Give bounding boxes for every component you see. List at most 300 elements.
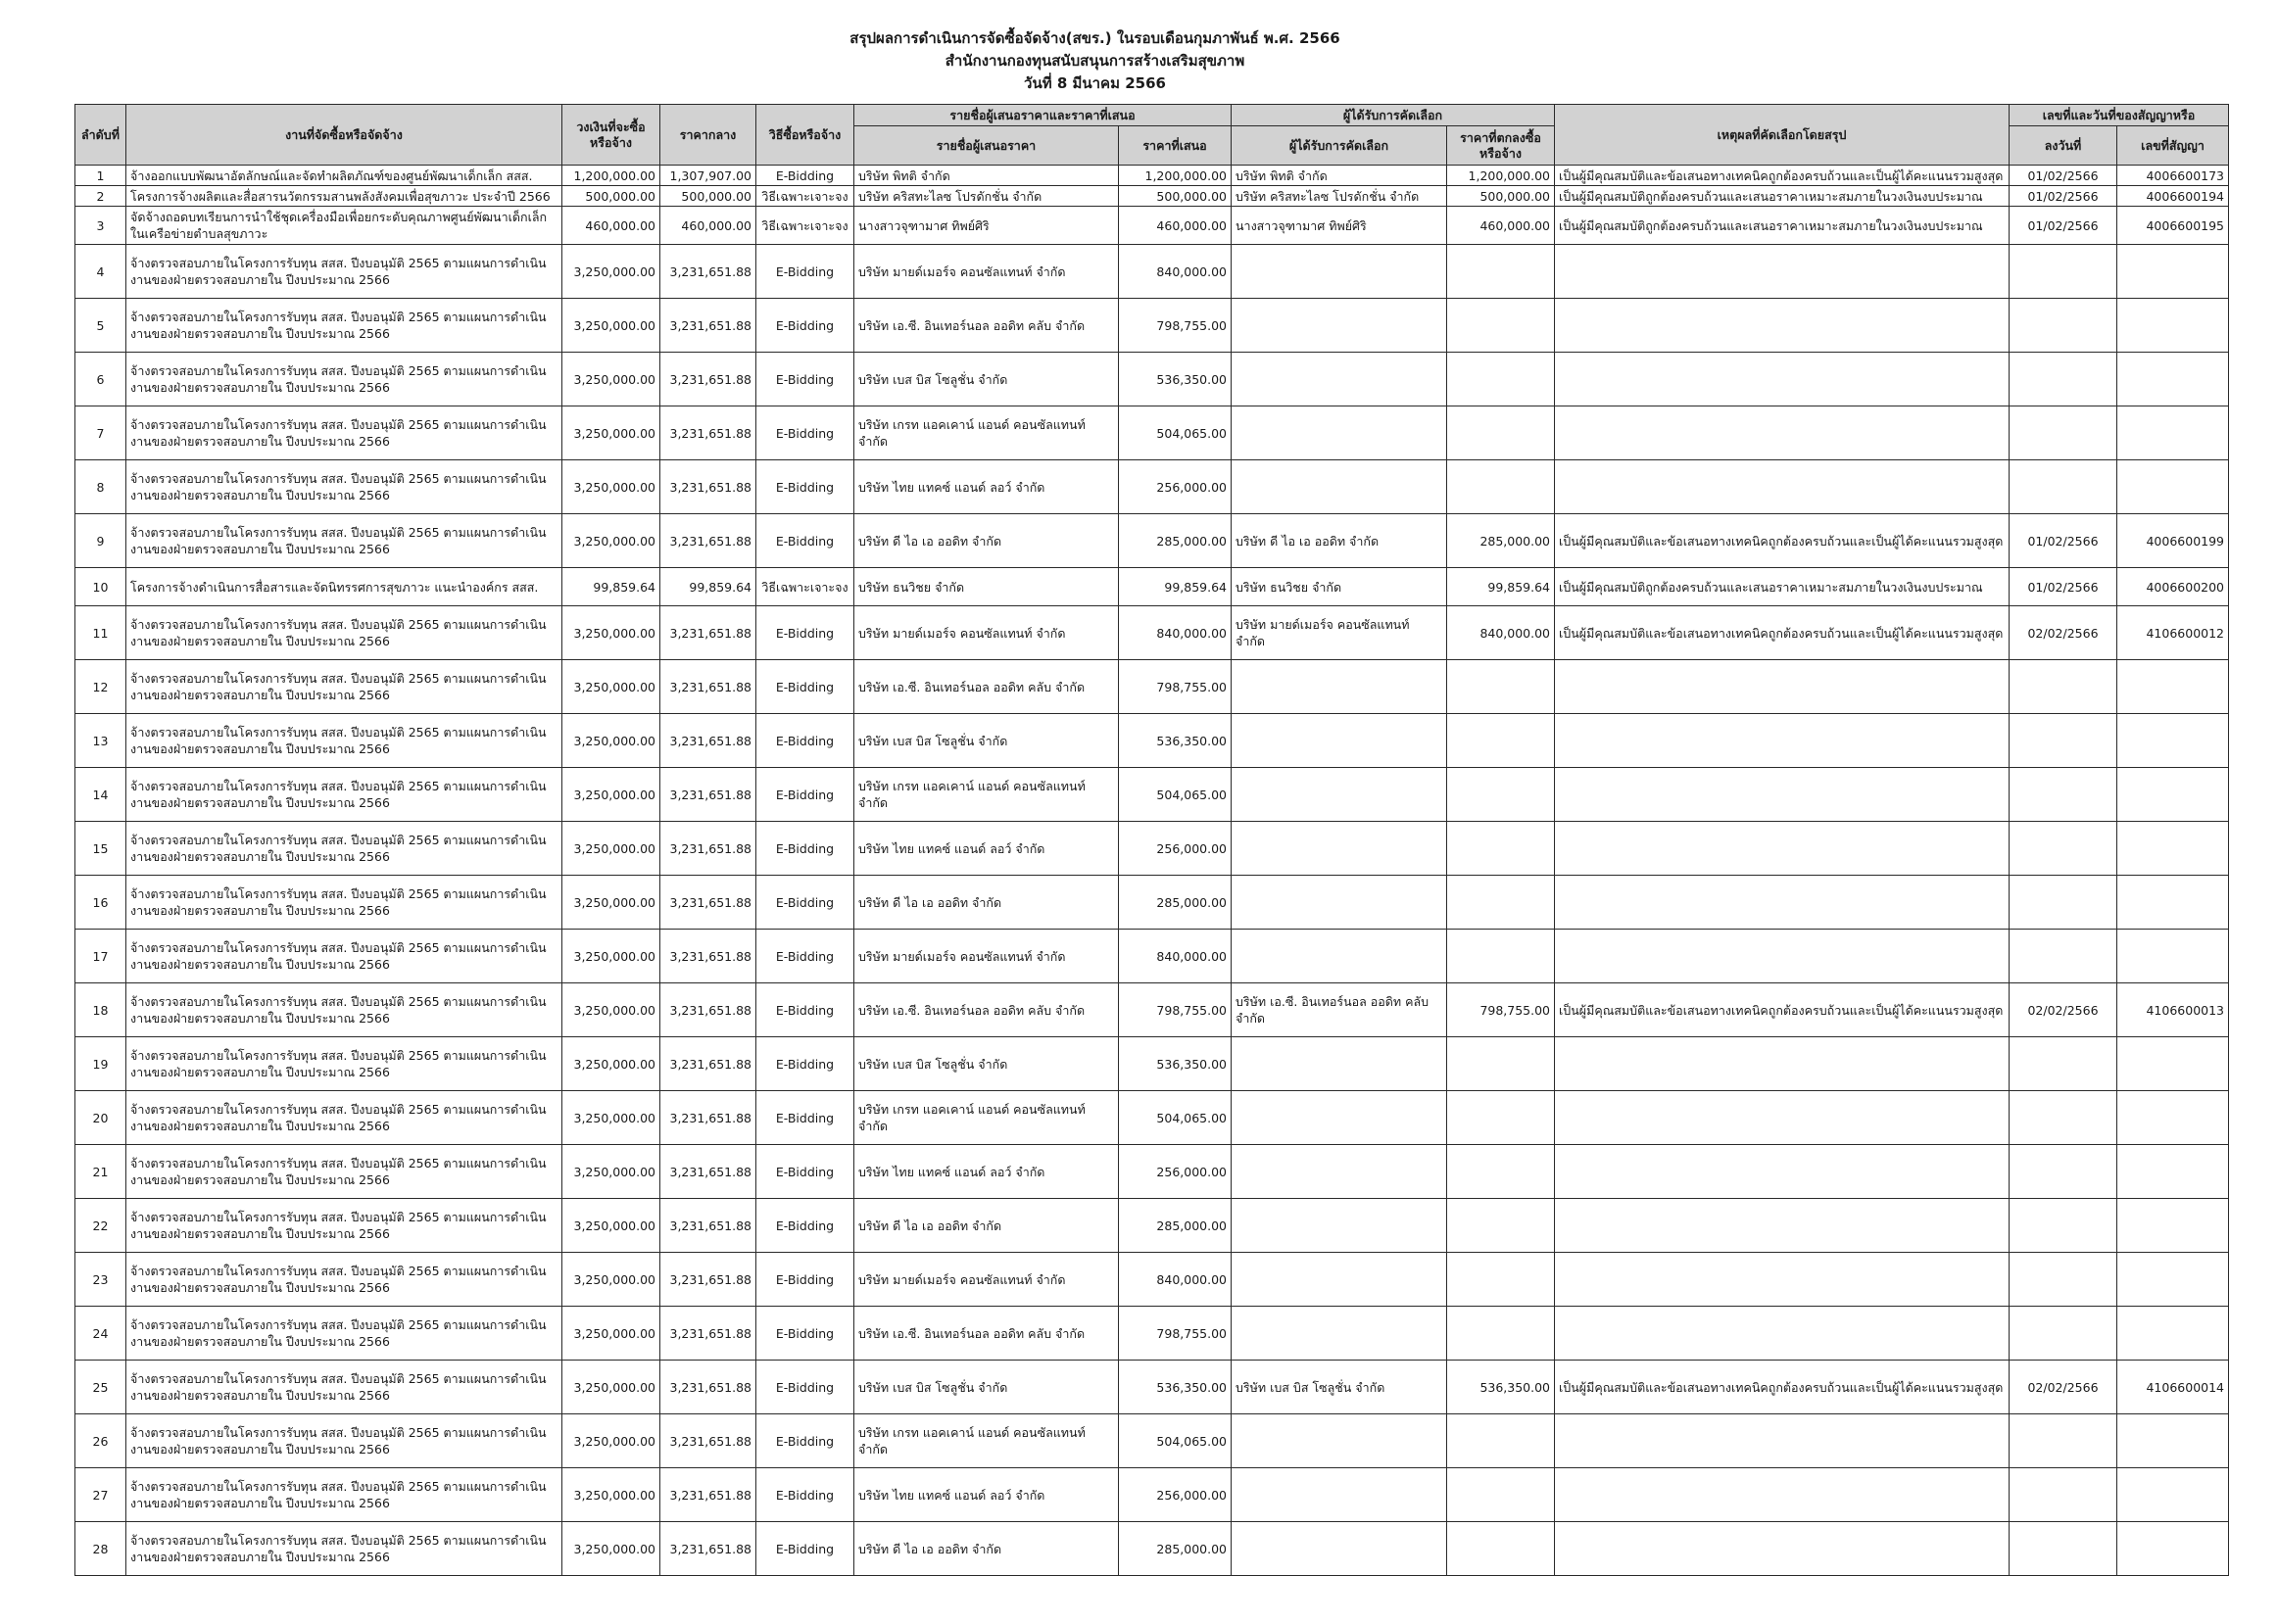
row-reason: [1555, 876, 2010, 930]
row-selected-name: บริษัท เอ.ซี. อินเทอร์นอล ออดิท คลับ จำกัด: [1232, 983, 1447, 1037]
row-bid-price: 460,000.00: [1119, 207, 1232, 245]
row-bid-price: 840,000.00: [1119, 930, 1232, 983]
row-bidder-name: บริษัท ดี ไอ เอ ออดิท จำกัด: [854, 514, 1119, 568]
row-method: E-Bidding: [756, 1522, 854, 1576]
row-work: จ้างตรวจสอบภายในโครงการรับทุน สสส. ปีงบอนุมัติ 2565 ตามแผนการดำเนินงานของฝ่ายตรวจสอบภายใน ปีงบประมาณ 2566: [126, 1199, 562, 1253]
row-budget: 99,859.64: [562, 568, 660, 606]
row-selected-name: [1232, 768, 1447, 822]
row-work: จ้างตรวจสอบภายในโครงการรับทุน สสส. ปีงบอนุมัติ 2565 ตามแผนการดำเนินงานของฝ่ายตรวจสอบภายใน ปีงบประมาณ 2566: [126, 245, 562, 299]
row-agreed-price: [1447, 1468, 1555, 1522]
row-method: E-Bidding: [756, 353, 854, 406]
row-median-price: 3,231,651.88: [660, 1522, 756, 1576]
table-row: [75, 606, 2229, 660]
header-selected-group: ผู้ได้รับการคัดเลือก: [1232, 105, 1555, 126]
row-agreed-price: [1447, 245, 1555, 299]
row-contract-date: 02/02/2566: [2010, 1361, 2117, 1414]
row-method: E-Bidding: [756, 983, 854, 1037]
row-bid-price: 1,200,000.00: [1119, 166, 1232, 186]
row-reason: เป็นผู้มีคุณสมบัติถูกต้องครบถ้วนและเสนอราคาเหมาะสมภายในวงเงินงบประมาณ: [1555, 568, 2010, 606]
row-selected-name: [1232, 299, 1447, 353]
row-method: E-Bidding: [756, 514, 854, 568]
row-contract-date: [2010, 1253, 2117, 1307]
row-contract-number: 4006600173: [2117, 166, 2229, 186]
row-selected-name: [1232, 1522, 1447, 1576]
row-contract-date: 02/02/2566: [2010, 606, 2117, 660]
row-median-price: 3,231,651.88: [660, 514, 756, 568]
row-budget: 3,250,000.00: [562, 768, 660, 822]
row-median-price: 3,231,651.88: [660, 245, 756, 299]
row-contract-number: 4006600199: [2117, 514, 2229, 568]
row-contract-date: 01/02/2566: [2010, 514, 2117, 568]
row-contract-date: 01/02/2566: [2010, 166, 2117, 186]
row-median-price: 3,231,651.88: [660, 1361, 756, 1414]
report-date: วันที่ 8 มีนาคม 2566: [1024, 74, 1166, 92]
row-reason: [1555, 299, 2010, 353]
row-bidder-name: บริษัท ไทย แทคซ์ แอนด์ ลอว์ จำกัด: [854, 460, 1119, 514]
table-row: [75, 768, 2229, 822]
table-row: [75, 822, 2229, 876]
row-median-price: 3,231,651.88: [660, 1253, 756, 1307]
row-selected-name: บริษัท มายด์เมอร์จ คอนซัลแทนท์ จำกัด: [1232, 606, 1447, 660]
row-bid-price: 536,350.00: [1119, 714, 1232, 768]
row-selected-name: [1232, 1145, 1447, 1199]
table-row: [75, 1253, 2229, 1307]
row-agreed-price: [1447, 1145, 1555, 1199]
row-median-price: 3,231,651.88: [660, 983, 756, 1037]
row-agreed-price: 536,350.00: [1447, 1361, 1555, 1414]
row-contract-number: [2117, 460, 2229, 514]
row-method: E-Bidding: [756, 1468, 854, 1522]
header-no: ลำดับที่: [75, 105, 126, 166]
row-number: 24: [75, 1307, 126, 1361]
row-budget: 3,250,000.00: [562, 353, 660, 406]
table-row: [75, 1091, 2229, 1145]
row-bidder-name: บริษัท เอ.ซี. อินเทอร์นอล ออดิท คลับ จำกัด: [854, 660, 1119, 714]
table-row: [75, 930, 2229, 983]
row-number: 6: [75, 353, 126, 406]
row-agreed-price: 1,200,000.00: [1447, 166, 1555, 186]
row-budget: 460,000.00: [562, 207, 660, 245]
row-selected-name: [1232, 714, 1447, 768]
row-work: จ้างตรวจสอบภายในโครงการรับทุน สสส. ปีงบอนุมัติ 2565 ตามแผนการดำเนินงานของฝ่ายตรวจสอบภายใน ปีงบประมาณ 2566: [126, 1361, 562, 1414]
header-work: งานที่จัดซื้อหรือจัดจ้าง: [126, 105, 562, 166]
row-number: 10: [75, 568, 126, 606]
table-row: [75, 406, 2229, 460]
row-agreed-price: 798,755.00: [1447, 983, 1555, 1037]
row-bidder-name: บริษัท ดี ไอ เอ ออดิท จำกัด: [854, 1522, 1119, 1576]
row-bidder-name: บริษัท เอ.ซี. อินเทอร์นอล ออดิท คลับ จำกัด: [854, 299, 1119, 353]
row-median-price: 3,231,651.88: [660, 406, 756, 460]
header-selected-name: ผู้ได้รับการคัดเลือก: [1232, 126, 1447, 166]
row-number: 1: [75, 166, 126, 186]
table-row: [75, 460, 2229, 514]
table-row: [75, 1361, 2229, 1414]
table-row: [75, 166, 2229, 186]
header-median-price: ราคากลาง: [660, 105, 756, 166]
row-agreed-price: [1447, 299, 1555, 353]
row-selected-name: [1232, 1468, 1447, 1522]
row-median-price: 3,231,651.88: [660, 1199, 756, 1253]
table-row: [75, 353, 2229, 406]
table-row: [75, 1522, 2229, 1576]
row-reason: เป็นผู้มีคุณสมบัติและข้อเสนอทางเทคนิคถูกต้องครบถ้วนและเป็นผู้ได้คะแนนรวมสูงสุด: [1555, 983, 2010, 1037]
row-bidder-name: บริษัท เบส บิส โซลูชั่น จำกัด: [854, 1361, 1119, 1414]
row-median-price: 99,859.64: [660, 568, 756, 606]
row-contract-date: [2010, 822, 2117, 876]
table-row: [75, 660, 2229, 714]
table-row: [75, 514, 2229, 568]
row-bid-price: 256,000.00: [1119, 1145, 1232, 1199]
row-bidder-name: บริษัท ดี ไอ เอ ออดิท จำกัด: [854, 876, 1119, 930]
row-bidder-name: บริษัท ไทย แทคซ์ แอนด์ ลอว์ จำกัด: [854, 1468, 1119, 1522]
row-contract-number: [2117, 930, 2229, 983]
document-title-block: [0, 27, 2278, 95]
row-contract-number: [2117, 1199, 2229, 1253]
row-contract-number: [2117, 714, 2229, 768]
row-budget: 3,250,000.00: [562, 1307, 660, 1361]
row-budget: 3,250,000.00: [562, 245, 660, 299]
row-contract-number: [2117, 1468, 2229, 1522]
row-median-price: 3,231,651.88: [660, 460, 756, 514]
row-work: จ้างตรวจสอบภายในโครงการรับทุน สสส. ปีงบอนุมัติ 2565 ตามแผนการดำเนินงานของฝ่ายตรวจสอบภายใน ปีงบประมาณ 2566: [126, 1037, 562, 1091]
row-number: 25: [75, 1361, 126, 1414]
row-contract-number: [2117, 1414, 2229, 1468]
row-contract-number: 4006600195: [2117, 207, 2229, 245]
row-number: 23: [75, 1253, 126, 1307]
row-bid-price: 798,755.00: [1119, 299, 1232, 353]
row-selected-name: [1232, 822, 1447, 876]
row-median-price: 3,231,651.88: [660, 714, 756, 768]
row-agreed-price: [1447, 1253, 1555, 1307]
row-agreed-price: [1447, 1414, 1555, 1468]
row-selected-name: [1232, 406, 1447, 460]
row-bidder-name: บริษัท เบส บิส โซลูชั่น จำกัด: [854, 1037, 1119, 1091]
row-reason: [1555, 714, 2010, 768]
row-work: จ้างตรวจสอบภายในโครงการรับทุน สสส. ปีงบอนุมัติ 2565 ตามแผนการดำเนินงานของฝ่ายตรวจสอบภายใน ปีงบประมาณ 2566: [126, 1091, 562, 1145]
row-number: 26: [75, 1414, 126, 1468]
table-row: [75, 1199, 2229, 1253]
row-method: วิธีเฉพาะเจาะจง: [756, 568, 854, 606]
row-contract-number: 4106600013: [2117, 983, 2229, 1037]
row-bidder-name: บริษัท เกรท แอคเคาน์ แอนด์ คอนซัลแทนท์ จำกัด: [854, 406, 1119, 460]
row-bid-price: 256,000.00: [1119, 822, 1232, 876]
row-contract-date: [2010, 876, 2117, 930]
row-bidder-name: บริษัท เบส บิส โซลูชั่น จำกัด: [854, 714, 1119, 768]
row-agreed-price: [1447, 1199, 1555, 1253]
row-selected-name: [1232, 1307, 1447, 1361]
row-work: จ้างตรวจสอบภายในโครงการรับทุน สสส. ปีงบอนุมัติ 2565 ตามแผนการดำเนินงานของฝ่ายตรวจสอบภายใน ปีงบประมาณ 2566: [126, 660, 562, 714]
header-contract-no: เลขที่สัญญา: [2117, 126, 2229, 166]
table-row: [75, 1145, 2229, 1199]
row-reason: [1555, 1091, 2010, 1145]
row-work: จ้างตรวจสอบภายในโครงการรับทุน สสส. ปีงบอนุมัติ 2565 ตามแผนการดำเนินงานของฝ่ายตรวจสอบภายใน ปีงบประมาณ 2566: [126, 1145, 562, 1199]
row-selected-name: [1232, 930, 1447, 983]
row-method: E-Bidding: [756, 1145, 854, 1199]
row-reason: เป็นผู้มีคุณสมบัติและข้อเสนอทางเทคนิคถูกต้องครบถ้วนและเป็นผู้ได้คะแนนรวมสูงสุด: [1555, 166, 2010, 186]
row-selected-name: บริษัท ธนวิชย จำกัด: [1232, 568, 1447, 606]
row-contract-date: [2010, 660, 2117, 714]
table-row: [75, 714, 2229, 768]
row-number: 14: [75, 768, 126, 822]
row-selected-name: [1232, 1414, 1447, 1468]
table-body: [75, 166, 2229, 1576]
header-method: วิธีซื้อหรือจ้าง: [756, 105, 854, 166]
row-method: E-Bidding: [756, 660, 854, 714]
header-date: ลงวันที่: [2010, 126, 2117, 166]
row-reason: [1555, 768, 2010, 822]
row-budget: 3,250,000.00: [562, 1091, 660, 1145]
row-work: จ้างตรวจสอบภายในโครงการรับทุน สสส. ปีงบอนุมัติ 2565 ตามแผนการดำเนินงานของฝ่ายตรวจสอบภายใน ปีงบประมาณ 2566: [126, 353, 562, 406]
row-work: จ้างตรวจสอบภายในโครงการรับทุน สสส. ปีงบอนุมัติ 2565 ตามแผนการดำเนินงานของฝ่ายตรวจสอบภายใน ปีงบประมาณ 2566: [126, 1414, 562, 1468]
row-contract-date: [2010, 1522, 2117, 1576]
table-row: [75, 1307, 2229, 1361]
row-bidder-name: บริษัท มายด์เมอร์จ คอนซัลแทนท์ จำกัด: [854, 1253, 1119, 1307]
row-selected-name: [1232, 1253, 1447, 1307]
row-contract-number: [2117, 1037, 2229, 1091]
row-method: วิธีเฉพาะเจาะจง: [756, 207, 854, 245]
row-agreed-price: [1447, 876, 1555, 930]
row-median-price: 3,231,651.88: [660, 1145, 756, 1199]
row-bidder-name: นางสาวจุฑามาศ ทิพย์ศิริ: [854, 207, 1119, 245]
row-budget: 3,250,000.00: [562, 406, 660, 460]
row-reason: [1555, 822, 2010, 876]
row-bidder-name: บริษัท ไทย แทคซ์ แอนด์ ลอว์ จำกัด: [854, 1145, 1119, 1199]
row-budget: 3,250,000.00: [562, 1037, 660, 1091]
row-bidder-name: บริษัท ไทย แทคซ์ แอนด์ ลอว์ จำกัด: [854, 822, 1119, 876]
row-agreed-price: [1447, 353, 1555, 406]
row-method: E-Bidding: [756, 606, 854, 660]
row-number: 5: [75, 299, 126, 353]
row-median-price: 3,231,651.88: [660, 1037, 756, 1091]
row-reason: [1555, 930, 2010, 983]
row-budget: 3,250,000.00: [562, 714, 660, 768]
row-method: E-Bidding: [756, 930, 854, 983]
row-contract-number: [2117, 1253, 2229, 1307]
table-row: [75, 186, 2229, 207]
row-agreed-price: 460,000.00: [1447, 207, 1555, 245]
header-budget: วงเงินที่จะซื้อหรือจ้าง: [562, 105, 660, 166]
row-median-price: 3,231,651.88: [660, 768, 756, 822]
row-budget: 3,250,000.00: [562, 660, 660, 714]
row-reason: [1555, 1145, 2010, 1199]
row-selected-name: บริษัท เบส บิส โซลูชั่น จำกัด: [1232, 1361, 1447, 1414]
row-method: E-Bidding: [756, 1307, 854, 1361]
row-contract-date: 01/02/2566: [2010, 568, 2117, 606]
row-agreed-price: [1447, 1037, 1555, 1091]
table-row: [75, 299, 2229, 353]
row-median-price: 1,307,907.00: [660, 166, 756, 186]
row-work: โครงการจ้างดำเนินการสื่อสารและจัดนิทรรศการสุขภาวะ แนะนำองค์กร สสส.: [126, 568, 562, 606]
row-contract-number: [2117, 822, 2229, 876]
row-selected-name: บริษัท คริสทะไลซ โปรดักชั่น จำกัด: [1232, 186, 1447, 207]
row-number: 21: [75, 1145, 126, 1199]
row-number: 12: [75, 660, 126, 714]
row-bid-price: 99,859.64: [1119, 568, 1232, 606]
organization-name: สำนักงานกองทุนสนับสนุนการสร้างเสริมสุขภาพ: [945, 52, 1245, 70]
row-bid-price: 500,000.00: [1119, 186, 1232, 207]
row-reason: [1555, 1468, 2010, 1522]
row-bidder-name: บริษัท มายด์เมอร์จ คอนซัลแทนท์ จำกัด: [854, 930, 1119, 983]
row-bidder-name: บริษัท คริสทะไลซ โปรดักชั่น จำกัด: [854, 186, 1119, 207]
row-agreed-price: [1447, 406, 1555, 460]
row-reason: เป็นผู้มีคุณสมบัติถูกต้องครบถ้วนและเสนอราคาเหมาะสมภายในวงเงินงบประมาณ: [1555, 186, 2010, 207]
row-bidder-name: บริษัท เอ.ซี. อินเทอร์นอล ออดิท คลับ จำกัด: [854, 983, 1119, 1037]
row-work: จัดจ้างถอดบทเรียนการนำใช้ชุดเครื่องมือเพื่อยกระดับคุณภาพศูนย์พัฒนาเด็กเล็กในเครือข่ายตำบลสุขภาวะ: [126, 207, 562, 245]
row-budget: 3,250,000.00: [562, 299, 660, 353]
row-bid-price: 504,065.00: [1119, 1414, 1232, 1468]
row-contract-number: 4006600194: [2117, 186, 2229, 207]
row-budget: 3,250,000.00: [562, 460, 660, 514]
row-reason: [1555, 245, 2010, 299]
row-contract-date: [2010, 406, 2117, 460]
row-bid-price: 798,755.00: [1119, 660, 1232, 714]
row-method: E-Bidding: [756, 299, 854, 353]
row-budget: 3,250,000.00: [562, 822, 660, 876]
row-bid-price: 256,000.00: [1119, 460, 1232, 514]
table-row: [75, 1468, 2229, 1522]
row-reason: เป็นผู้มีคุณสมบัติและข้อเสนอทางเทคนิคถูกต้องครบถ้วนและเป็นผู้ได้คะแนนรวมสูงสุด: [1555, 606, 2010, 660]
row-budget: 3,250,000.00: [562, 876, 660, 930]
row-method: E-Bidding: [756, 876, 854, 930]
row-median-price: 3,231,651.88: [660, 1091, 756, 1145]
row-contract-number: [2117, 299, 2229, 353]
row-contract-number: [2117, 1145, 2229, 1199]
table-row: [75, 876, 2229, 930]
row-work: จ้างตรวจสอบภายในโครงการรับทุน สสส. ปีงบอนุมัติ 2565 ตามแผนการดำเนินงานของฝ่ายตรวจสอบภายใน ปีงบประมาณ 2566: [126, 876, 562, 930]
row-median-price: 3,231,651.88: [660, 660, 756, 714]
row-number: 27: [75, 1468, 126, 1522]
row-method: E-Bidding: [756, 1199, 854, 1253]
row-selected-name: [1232, 245, 1447, 299]
row-agreed-price: [1447, 460, 1555, 514]
row-reason: เป็นผู้มีคุณสมบัติและข้อเสนอทางเทคนิคถูกต้องครบถ้วนและเป็นผู้ได้คะแนนรวมสูงสุด: [1555, 1361, 2010, 1414]
row-bid-price: 840,000.00: [1119, 245, 1232, 299]
row-method: E-Bidding: [756, 406, 854, 460]
row-budget: 3,250,000.00: [562, 1199, 660, 1253]
row-method: E-Bidding: [756, 1253, 854, 1307]
row-bid-price: 536,350.00: [1119, 1361, 1232, 1414]
row-agreed-price: [1447, 1522, 1555, 1576]
header-reason: เหตุผลที่คัดเลือกโดยสรุป: [1555, 105, 2010, 166]
row-number: 17: [75, 930, 126, 983]
row-contract-number: [2117, 406, 2229, 460]
row-number: 2: [75, 186, 126, 207]
row-agreed-price: [1447, 1091, 1555, 1145]
row-bid-price: 256,000.00: [1119, 1468, 1232, 1522]
row-median-price: 3,231,651.88: [660, 1307, 756, 1361]
row-budget: 3,250,000.00: [562, 606, 660, 660]
row-number: 16: [75, 876, 126, 930]
row-median-price: 3,231,651.88: [660, 876, 756, 930]
table-row: [75, 207, 2229, 245]
row-bid-price: 504,065.00: [1119, 406, 1232, 460]
table-row: [75, 1037, 2229, 1091]
row-bid-price: 285,000.00: [1119, 1199, 1232, 1253]
row-reason: [1555, 1414, 2010, 1468]
row-method: E-Bidding: [756, 460, 854, 514]
row-contract-date: [2010, 1091, 2117, 1145]
row-agreed-price: [1447, 1307, 1555, 1361]
row-median-price: 3,231,651.88: [660, 1414, 756, 1468]
row-contract-date: [2010, 245, 2117, 299]
header-bidder-name: รายชื่อผู้เสนอราคา: [854, 126, 1119, 166]
row-selected-name: บริษัท พิทติ จำกัด: [1232, 166, 1447, 186]
row-bid-price: 285,000.00: [1119, 1522, 1232, 1576]
row-contract-date: [2010, 768, 2117, 822]
row-number: 22: [75, 1199, 126, 1253]
row-number: 15: [75, 822, 126, 876]
row-contract-number: [2117, 660, 2229, 714]
row-bid-price: 504,065.00: [1119, 1091, 1232, 1145]
row-contract-date: [2010, 299, 2117, 353]
row-median-price: 500,000.00: [660, 186, 756, 207]
row-work: จ้างตรวจสอบภายในโครงการรับทุน สสส. ปีงบอนุมัติ 2565 ตามแผนการดำเนินงานของฝ่ายตรวจสอบภายใน ปีงบประมาณ 2566: [126, 460, 562, 514]
row-selected-name: [1232, 660, 1447, 714]
row-budget: 1,200,000.00: [562, 166, 660, 186]
row-contract-date: [2010, 1199, 2117, 1253]
row-median-price: 3,231,651.88: [660, 822, 756, 876]
row-budget: 3,250,000.00: [562, 1253, 660, 1307]
row-contract-date: [2010, 1145, 2117, 1199]
row-work: จ้างตรวจสอบภายในโครงการรับทุน สสส. ปีงบอนุมัติ 2565 ตามแผนการดำเนินงานของฝ่ายตรวจสอบภายใน ปีงบประมาณ 2566: [126, 822, 562, 876]
row-work: จ้างตรวจสอบภายในโครงการรับทุน สสส. ปีงบอนุมัติ 2565 ตามแผนการดำเนินงานของฝ่ายตรวจสอบภายใน ปีงบประมาณ 2566: [126, 514, 562, 568]
row-contract-number: [2117, 1091, 2229, 1145]
row-median-price: 3,231,651.88: [660, 1468, 756, 1522]
row-contract-date: [2010, 1468, 2117, 1522]
row-agreed-price: 840,000.00: [1447, 606, 1555, 660]
row-work: จ้างตรวจสอบภายในโครงการรับทุน สสส. ปีงบอนุมัติ 2565 ตามแผนการดำเนินงานของฝ่ายตรวจสอบภายใน ปีงบประมาณ 2566: [126, 1522, 562, 1576]
row-budget: 3,250,000.00: [562, 1361, 660, 1414]
row-budget: 3,250,000.00: [562, 1468, 660, 1522]
row-selected-name: [1232, 1037, 1447, 1091]
row-agreed-price: 500,000.00: [1447, 186, 1555, 207]
row-number: 4: [75, 245, 126, 299]
row-median-price: 3,231,651.88: [660, 606, 756, 660]
table-row: [75, 1414, 2229, 1468]
row-work: จ้างตรวจสอบภายในโครงการรับทุน สสส. ปีงบอนุมัติ 2565 ตามแผนการดำเนินงานของฝ่ายตรวจสอบภายใน ปีงบประมาณ 2566: [126, 983, 562, 1037]
row-method: E-Bidding: [756, 166, 854, 186]
row-work: จ้างตรวจสอบภายในโครงการรับทุน สสส. ปีงบอนุมัติ 2565 ตามแผนการดำเนินงานของฝ่ายตรวจสอบภายใน ปีงบประมาณ 2566: [126, 768, 562, 822]
row-bidder-name: บริษัท เกรท แอคเคาน์ แอนด์ คอนซัลแทนท์ จำกัด: [854, 1091, 1119, 1145]
row-method: E-Bidding: [756, 822, 854, 876]
row-number: 13: [75, 714, 126, 768]
row-bid-price: 536,350.00: [1119, 1037, 1232, 1091]
row-reason: [1555, 1307, 2010, 1361]
row-agreed-price: [1447, 660, 1555, 714]
row-bidder-name: บริษัท มายด์เมอร์จ คอนซัลแทนท์ จำกัด: [854, 606, 1119, 660]
row-budget: 3,250,000.00: [562, 1522, 660, 1576]
header-bidders-group: รายชื่อผู้เสนอราคาและราคาที่เสนอ: [854, 105, 1232, 126]
table-row: [75, 245, 2229, 299]
row-budget: 3,250,000.00: [562, 930, 660, 983]
row-work: จ้างออกแบบพัฒนาอัตลักษณ์และจัดทำผลิตภัณฑ์ของศูนย์พัฒนาเด็กเล็ก สสส.: [126, 166, 562, 186]
row-bid-price: 536,350.00: [1119, 353, 1232, 406]
row-contract-number: [2117, 876, 2229, 930]
header-agreed-price: ราคาที่ตกลงซื้อหรือจ้าง: [1447, 126, 1555, 166]
row-budget: 3,250,000.00: [562, 514, 660, 568]
row-method: วิธีเฉพาะเจาะจง: [756, 186, 854, 207]
row-method: E-Bidding: [756, 245, 854, 299]
row-bidder-name: บริษัท เกรท แอคเคาน์ แอนด์ คอนซัลแทนท์ จำกัด: [854, 1414, 1119, 1468]
row-work: จ้างตรวจสอบภายในโครงการรับทุน สสส. ปีงบอนุมัติ 2565 ตามแผนการดำเนินงานของฝ่ายตรวจสอบภายใน ปีงบประมาณ 2566: [126, 1253, 562, 1307]
row-median-price: 3,231,651.88: [660, 930, 756, 983]
row-reason: เป็นผู้มีคุณสมบัติและข้อเสนอทางเทคนิคถูกต้องครบถ้วนและเป็นผู้ได้คะแนนรวมสูงสุด: [1555, 514, 2010, 568]
row-budget: 3,250,000.00: [562, 983, 660, 1037]
row-number: 9: [75, 514, 126, 568]
row-number: 7: [75, 406, 126, 460]
row-median-price: 460,000.00: [660, 207, 756, 245]
row-selected-name: [1232, 1091, 1447, 1145]
